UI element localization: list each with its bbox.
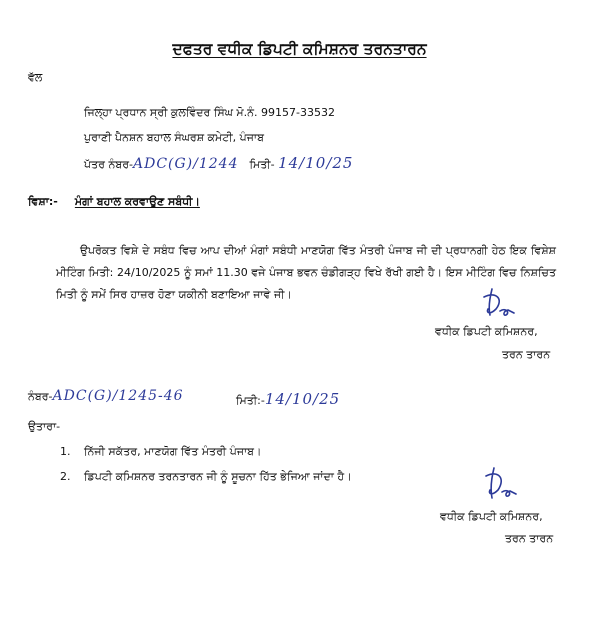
endorsement-date-row	[236, 390, 340, 408]
endorsement-number-label: ਨੰਬਰ-	[28, 390, 53, 403]
letter-number-label: ਪੱਤਰ ਨੰਬਰ-	[84, 158, 133, 171]
subject-text: ਮੰਗਾਂ ਬਹਾਲ ਕਰਵਾਉਣ ਸਬੰਧੀ।	[74, 195, 200, 208]
endorsement-number-value: ADC(G)/1245-46	[52, 388, 184, 404]
endorsement-number-row	[28, 388, 184, 404]
subject-row	[28, 195, 200, 209]
recipient-line-2: ਪੁਰਾਣੀ ਪੈਨਸ਼ਨ ਬਹਾਲ ਸੰਘਰਸ਼ ਕਮੇਟੀ, ਪੰਜਾਬ	[84, 131, 264, 144]
office-title: ਦਫਤਰ ਵਧੀਕ ਡਿਪਟੀ ਕਮਿਸ਼ਨਰ ਤਰਨਤਾਰਨ	[172, 40, 427, 58]
to-label: ਵੱਲ	[28, 71, 43, 84]
signature-1	[470, 285, 530, 325]
endorsement-date-label: ਮਿਤੀ:-	[236, 394, 265, 407]
letter-date-label: ਮਿਤੀ-	[249, 158, 275, 171]
copy-list-text: ਡਿਪਟੀ ਕਮਿਸ਼ਨਰ ਤਰਨਤਾਰਨ ਜੀ ਨੂੰ ਸੂਚਨਾ ਹਿੱਤ ਭੇਜਿਆ ਜਾਂਦਾ ਹੈ।	[84, 470, 352, 483]
letter-number-row	[84, 154, 353, 172]
designation-1: ਵਧੀਕ ਡਿਪਟੀ ਕਮਿਸ਼ਨਰ,	[435, 325, 538, 338]
signature-2	[472, 462, 532, 507]
copy-to-label: ਉਤਾਰਾ-	[28, 420, 61, 433]
recipient-line-1: ਜਿਲ੍ਹਾ ਪ੍ਰਧਾਨ ਸ੍ਰੀ ਕੁਲਵਿੰਦਰ ਸਿੰਘ ਮੋ.ਨੰ. 99157-33532	[84, 106, 335, 119]
designation-2: ਵਧੀਕ ਡਿਪਟੀ ਕਮਿਸ਼ਨਰ,	[440, 510, 543, 523]
place-2: ਤਰਨ ਤਾਰਨ	[505, 532, 554, 545]
endorsement-date-value: 14/10/25	[264, 390, 341, 408]
copy-list-number: 2.	[60, 470, 71, 483]
letter-date-value: 14/10/25	[278, 154, 354, 172]
place-1: ਤਰਨ ਤਾਰਨ	[502, 348, 551, 361]
copy-list-item	[60, 470, 352, 484]
copy-list-number: 1.	[60, 445, 71, 458]
copy-list-item	[60, 445, 261, 459]
body-paragraph-text: ਉਪਰੋਕਤ ਵਿਸ਼ੇ ਦੇ ਸਬੰਧ ਵਿਚ ਆਪ ਦੀਆਂ ਮੰਗਾਂ ਸਬੰਧੀ ਮਾਣਯੋਗ ਵਿੱਤ ਮੰਤਰੀ ਪੰਜਾਬ ਜੀ ਦੀ ਪ੍ਰਧਾਨਗੀ ਹੇਠ ਇਕ ਵਿਸ਼ੇਸ਼ ਮੀਟਿੰਗ ਮਿਤੀ: 24/10/2025 ਨੂੰ ਸਮਾਂ 11.30 ਵਜੇ ਪੰਜਾਬ ਭਵਨ ਚੰਡੀਗੜ੍ਹ ਵਿਖੇ ਰੱਖੀ ਗਈ ਹੈ। ਇਸ ਮੀਟਿੰਗ ਵਿਚ ਨਿਸ਼ਚਿਤ ਮਿਤੀ ਨੂੰ ਸਮੇਂ ਸਿਰ ਹਾਜ਼ਰ ਹੋਣਾ ਯਕੀਨੀ ਬਣਾਇਆ ਜਾਵੇ ਜੀ।	[56, 244, 556, 301]
copy-list-text: ਨਿੱਜੀ ਸਕੱਤਰ, ਮਾਣਯੋਗ ਵਿੱਤ ਮੰਤਰੀ ਪੰਜਾਬ।	[84, 445, 262, 458]
subject-label: ਵਿਸ਼ਾ:-	[28, 195, 58, 208]
letter-number-value: ADC(G)/1244	[132, 156, 239, 172]
